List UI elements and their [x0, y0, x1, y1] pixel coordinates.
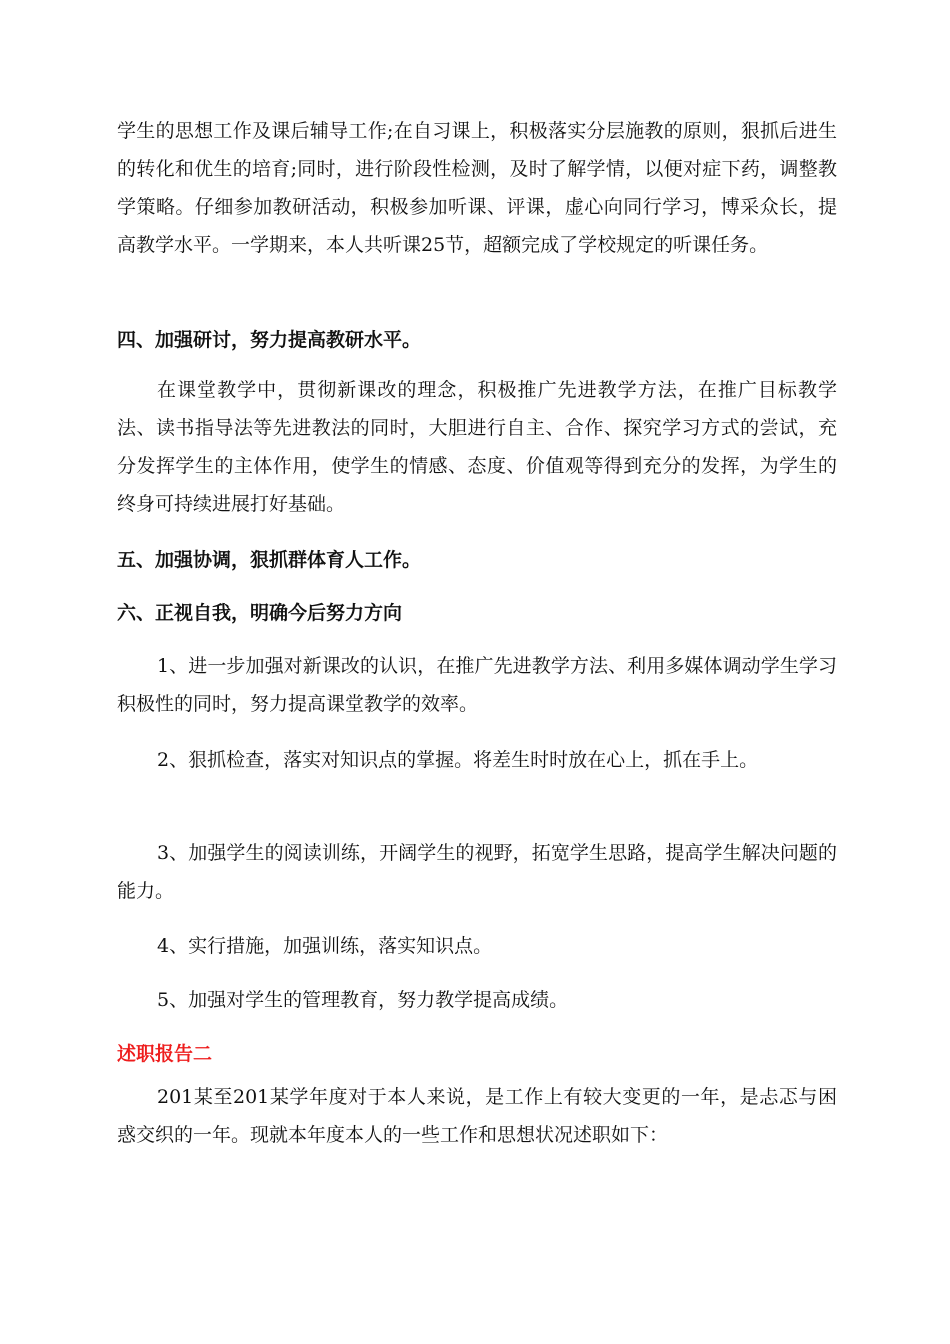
heading-section-4: 四、加强研讨，努力提高教研水平。	[117, 329, 422, 351]
section-4-paragraph: 在课堂教学中，贯彻新课改的理念，积极推广先进教学方法，在推广目标教学法、读书指导法等先进教法的同时，大胆进行自主、合作、探究学习方式的尝试，充分发挥学生的主体作用，使学生的情感、态度、价值观等得到充分的发挥，为学生的终身可持续进展打好基础。	[117, 379, 837, 515]
list-item: 4、实行措施，加强训练，落实知识点。	[157, 935, 493, 957]
report-two-intro: 201某至201某学年度对于本人来说，是工作上有较大变更的一年，是忐忑与困惑交织的一年。现就本年度本人的一些工作和思想状况述职如下：	[117, 1086, 837, 1146]
list-item: 1、进一步加强对新课改的认识，在推广先进教学方法、利用多媒体调动学生学习积极性的同时，努力提高课堂教学的效率。	[117, 655, 837, 715]
heading-section-5: 五、加强协调，狠抓群体育人工作。	[117, 549, 422, 571]
heading-section-6: 六、正视自我，明确今后努力方向	[117, 602, 403, 624]
list-item: 2、狠抓检查，落实对知识点的掌握。将差生时时放在心上，抓在手上。	[157, 749, 759, 771]
report-two-title: 述职报告二	[117, 1043, 213, 1065]
list-item: 3、加强学生的阅读训练，开阔学生的视野，拓宽学生思路，提高学生解决问题的能力。	[117, 842, 837, 902]
intro-paragraph: 学生的思想工作及课后辅导工作;在自习课上，积极落实分层施教的原则，狠抓后进生的转化和优生的培育;同时，进行阶段性检测，及时了解学情，以便对症下药，调整教学策略。仔细参加教研活动，积极参加听课、评课，虚心向同行学习，博采众长，提高教学水平。一学期来，本人共听课25节，超额完成了学校规定的听课任务。	[117, 120, 837, 256]
list-item: 5、加强对学生的管理教育，努力教学提高成绩。	[157, 989, 569, 1011]
